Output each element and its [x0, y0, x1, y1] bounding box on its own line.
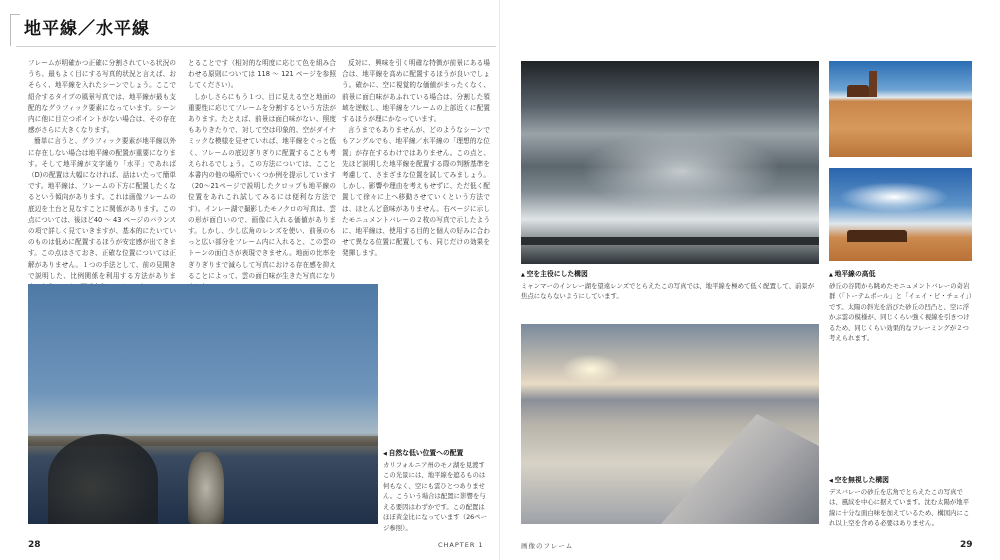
body-paragraph: 言うまでもありませんが、どのようなシーンでもアングルでも、地平線／水平線の「理想的な位置」が存在するわけではありません。この点と、先ほど説明した地平線を配置する際の判断基準を考慮して、さまざまな位置を試してみましょう。しかし、影響や理由を考えもせずに、ただ低く配置して徐々に上へ移動させていくという方法では、ほとんど意味がありません。右ページに示したモニュメントバレーの２枚の写真で示したように、地平線は、使用する目的と個人の好みに合わせて異なる位置に配置しても、同じだけの効果を発揮します。	[342, 126, 490, 258]
title-bracket-mark	[10, 14, 20, 46]
monument-valley-photo-2	[829, 168, 972, 261]
monument-valley-photo-1	[829, 61, 972, 157]
running-head-left: CHAPTER 1	[438, 541, 484, 549]
caption-text: 砂丘の谷間から眺めたモニュメントバレーの奇岩群（「トーテムポール」と「イェイ・ビ・チェイ」）です。太陽の斜光を浴びた砂丘の凹凸と、空に浮かぶ雲の模様が、同じくらい強く視線を引きつけるため、同じくらい効果的なフレーミングが２つ考えられます。	[829, 281, 972, 342]
photo-rock-formation	[847, 230, 907, 242]
caption-dune-height	[829, 269, 975, 344]
photo-tufa-cluster	[48, 434, 158, 524]
page-number-left: 28	[28, 540, 41, 550]
page-number-right: 29	[960, 540, 973, 550]
caption-inle-lake	[521, 269, 819, 302]
body-column-2	[188, 58, 336, 293]
caption-title: ▲ 地平線の高低	[829, 269, 975, 281]
page-title: 地平線／水平線	[24, 19, 150, 39]
photo-cloud-glow	[581, 131, 781, 211]
photo-tufa-tower	[188, 452, 224, 524]
caption-text: ミャンマーのインレー湖を望遠レンズでとらえたこの写真では、地平線を極めて低く配置して、前景が焦点にならないようにしています。	[521, 281, 815, 300]
caption-title: ◀ 空を無視した構図	[829, 475, 975, 487]
body-paragraph: フレームが明確かつ正確に分割されている状況のうち、最もよく目にする写真的状況と言えば、おそらく、地平線を入れたシーンでしょう。ここで紹介するタイプの風景写真では、地平線が最も支配的なグラフィック要素になっています。シーン内に他に目立つポイントがない場合は、その存在感がさらに大きくなります。	[28, 59, 176, 135]
photo-sun-glow	[561, 354, 621, 384]
body-column-1	[28, 58, 176, 293]
caption-text: カリフォルニア州のモノ湖を見渡すこの光景には、地平線を遮るものは何もなく、空にも雲ひとつありません。こういう場合は配置に影響を与える要因はわずかです。この配置はほぼ黄金比になっています（26ページ参照）。	[383, 460, 487, 532]
caption-title: ◀ 自然な低い位置への配置	[383, 448, 488, 460]
running-head-right: 画像のフレーム	[521, 542, 574, 550]
caption-title: ▲ 空を主役にした構図	[521, 269, 819, 281]
death-valley-photo	[521, 324, 819, 524]
mono-lake-photo	[28, 284, 378, 524]
photo-cloud	[839, 182, 949, 212]
photo-rock-spire	[869, 71, 877, 97]
photo-dune-ridge	[661, 414, 819, 524]
body-paragraph: 簡単に言うと、グラフィック要素が地平線以外に存在しない場合は地平線の配置が重要になります。そして地平線が文字通り「水平」であれば（D)の配置は大幅になければ、話はいたって簡単です。地平線は、フレームの下方に配置したくなるという傾向があります。これは画像フレームの底辺を土台と見なすことに関係があります。この点については、後ほど40 〜 43 ページのバランスの項で詳しく見ていきますが、基本的にたいていのものは低めに配置するほうが安定感が出てきます。この点はさておき、正確な位置については正解がありません。１つの手法として、前の見開きで説明した、比例関係を利用する方法がありま	[28, 137, 176, 280]
caption-mono-lake	[383, 448, 488, 533]
body-column-3	[342, 58, 490, 260]
body-paragraph: 反対に、興味を引く明確な特徴が前景にある場合は、地平線を高めに配置するほうが良いでしょう。確かに、空に視覚的な価値がまったくなく、前景に面白味があふれている場合は、分割した領域を逆転し、地平線をフレームの上部近くに配置するほうが理にかなっています。	[342, 59, 490, 124]
caption-death-valley	[829, 475, 975, 529]
body-paragraph: とることです（相対的な明度に応じて色を組み合わせる原則については 118 〜 121 ページを参照してください）。	[188, 59, 336, 90]
title-rule	[16, 46, 496, 47]
title-bar	[8, 6, 492, 46]
inle-lake-photo	[521, 61, 819, 264]
caption-text: デスバレーの砂丘を広角でとらえたこの写真では、風紋を中心に据えています。沈む太陽が地平線に十分な面白味を加えているため、構図内にこれ以上空を含める必要はありません。	[829, 487, 970, 527]
photo-shoreline	[521, 237, 819, 245]
photo-rock-base	[847, 85, 869, 97]
body-paragraph: しかしさらにもう１つ、目に見える空と地面の重要性に応じてフレームを分割するという方法があります。たとえば、前景は面白味がない、照度もありきたりで、対して空は印象的、空がダイナミックな模様を見せていれば、地平線をぐっと低く、フレームの底辺ぎりぎりに配置することも考えられるでしょう。この方法については、ここと本書内の他の場所でいくつか例を提示しています（20〜21ページで説明したクロップも地平線の位置をあれこれ試してみるには便利な方法です）。インレー湖で撮影したモノクロの写真は、雲の形が面白いので、画像に入れる価値があります。しかし、少し広角のレンズを使い、前景のもっと広い部分をフレーム内に入れると、この雲のトーンの面白さが表現できません。地面の比率をぎりぎりまで減らして写真における存在感を抑えることによって、雲の面白味が生きた写真になり	[188, 92, 336, 280]
